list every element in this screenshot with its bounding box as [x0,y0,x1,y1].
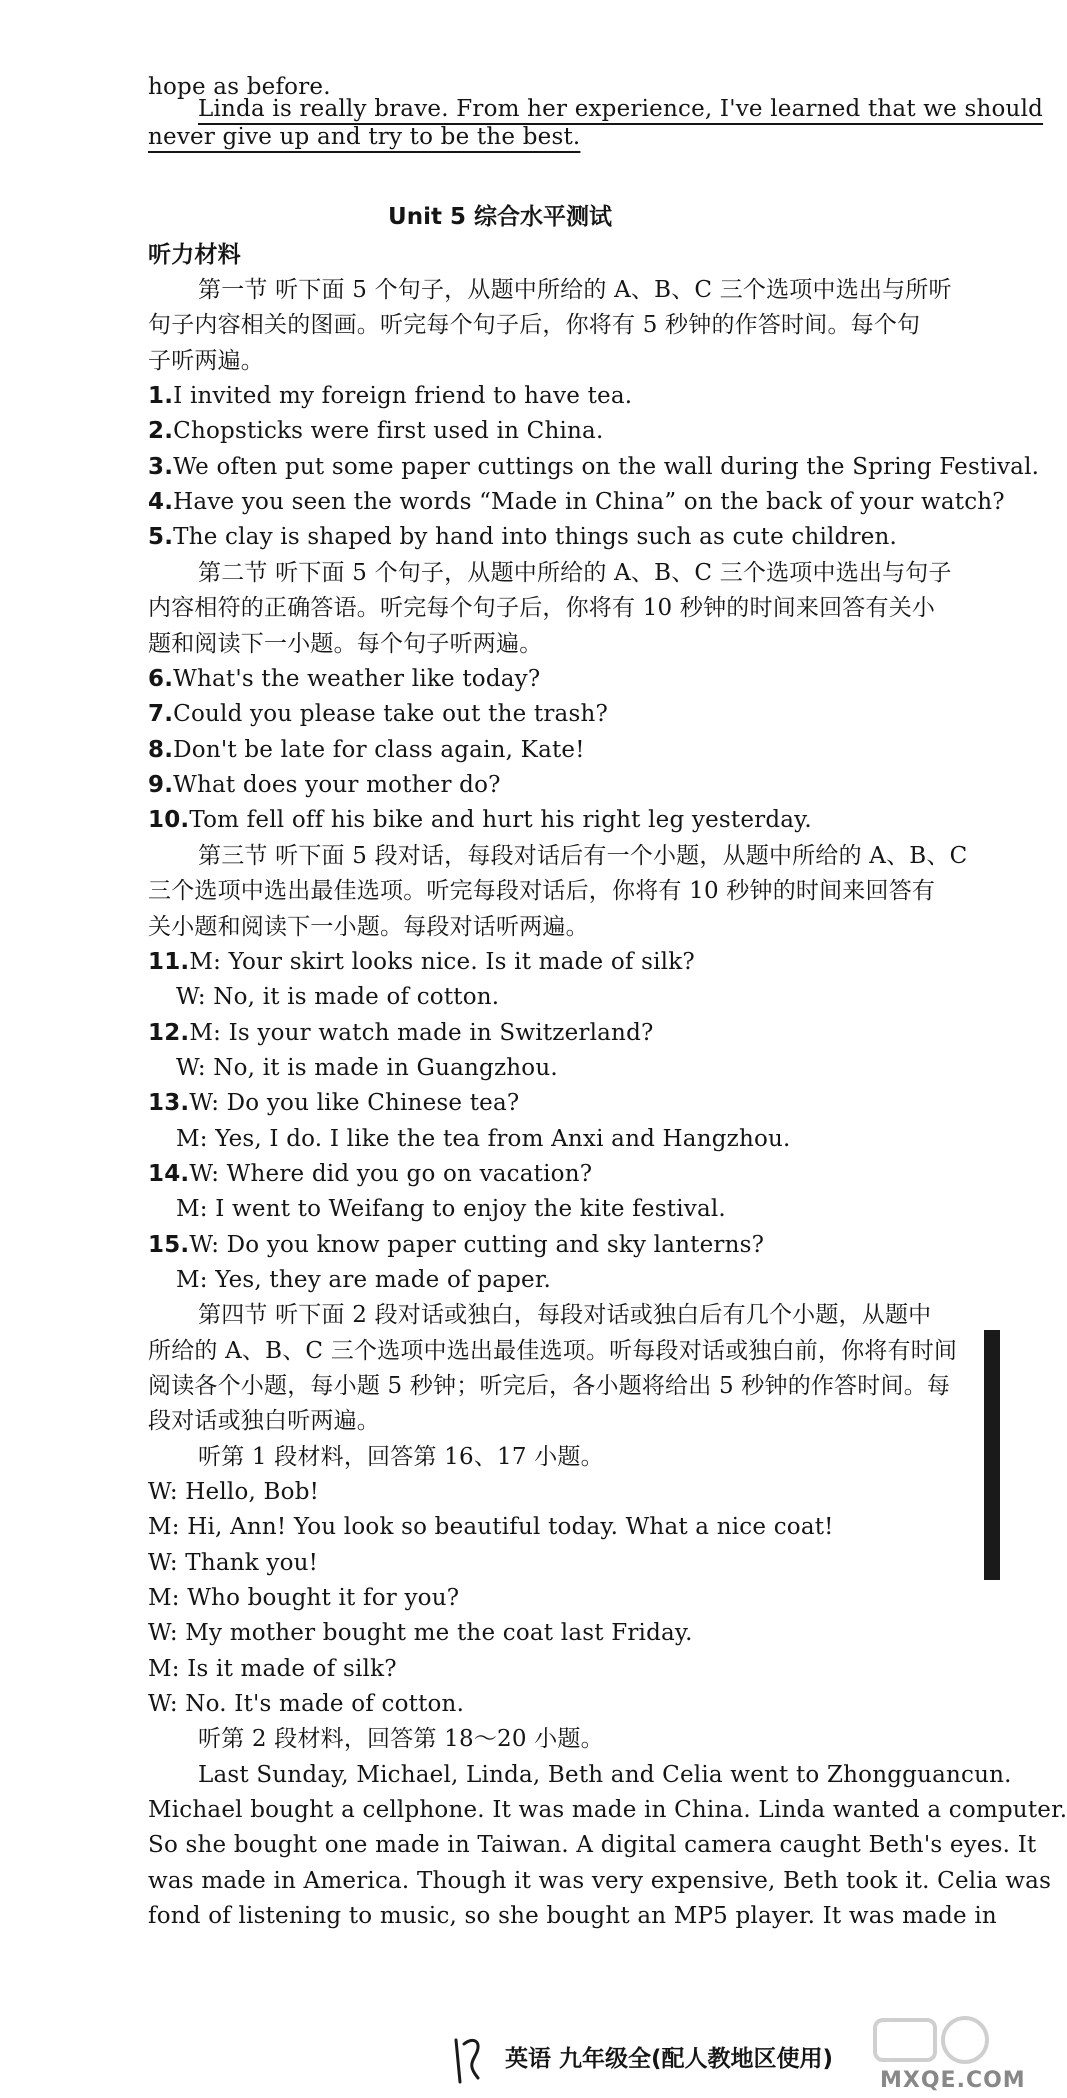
item-text: W: Where did you go on vacation? [189,1161,593,1187]
passage-line: fond of listening to music, so she bought an MP5 player. It was made in [148,1903,997,1929]
item-number: 9. [148,772,174,798]
dialogue-line: W: Thank you! [148,1550,319,1576]
item-text: What's the weather like today? [173,666,541,692]
handwritten-page-number [450,2030,488,2092]
part4-intro-line: 阅读各个小题，每小题 5 秒钟；听完后，各小题将给出 5 秒钟的作答时间。每 [148,1373,951,1399]
list-item [148,379,632,413]
dialogue-question [148,1016,654,1050]
page-edge-tab [984,1330,1000,1580]
intro-line-3: never give up and try to be the best. [148,124,581,150]
item-text: W: Do you like Chinese tea? [189,1090,520,1116]
dialogue-line: W: Hello, Bob! [148,1479,320,1505]
item-text: Have you seen the words “Made in China” on the back of your watch? [173,489,1005,515]
part3-intro-line: 第三节 听下面 5 段对话，每段对话后有一个小题，从题中所给的 A、B、C [198,843,968,869]
item-number: 14. [148,1161,190,1187]
item-text: W: Do you know paper cutting and sky lanterns? [189,1232,765,1258]
item-number: 8. [148,737,174,763]
item-text: M: Your skirt looks nice. Is it made of silk? [189,949,695,975]
item-number: 13. [148,1090,190,1116]
dialogue-line: M: Who bought it for you? [148,1585,460,1611]
dialogue-answer: M: Yes, I do. I like the tea from Anxi and Hangzhou. [176,1126,791,1152]
part4-intro-line: 第四节 听下面 2 段对话或独白，每段对话或独白后有几个小题，从题中 [198,1302,932,1328]
list-item [148,450,1039,484]
dialogue-question [148,1157,592,1191]
item-text: M: Is your watch made in Switzerland? [189,1020,654,1046]
list-item [148,520,897,554]
item-text: What does your mother do? [173,772,501,798]
intro-line-2: Linda is really brave. From her experience, I've learned that we should [198,96,1044,122]
list-item [148,414,603,448]
dialogue-line: W: No. It's made of cotton. [148,1691,465,1717]
part2-intro-line: 题和阅读下一小题。每个句子听两遍。 [148,631,543,657]
dialogue-answer: M: Yes, they are made of paper. [176,1267,552,1293]
list-item [148,485,1005,519]
item-text: Could you please take out the trash? [173,701,609,727]
unit-title: Unit 5 综合水平测试 [388,204,612,230]
part4-intro-line: 所给的 A、B、C 三个选项中选出最佳选项。听每段对话或独白前，你将有时间 [148,1338,958,1364]
part2-intro-line: 第二节 听下面 5 个句子，从题中所给的 A、B、C 三个选项中选出与句子 [198,560,952,586]
item-number: 1. [148,383,174,409]
section-heading: 听力材料 [148,242,241,268]
passage-line: Last Sunday, Michael, Linda, Beth and Celia went to Zhongguancun. [198,1762,1012,1788]
item-text: Chopsticks were first used in China. [173,418,604,444]
list-item [148,662,540,696]
item-number: 10. [148,807,190,833]
item-number: 12. [148,1020,190,1046]
dialogue-question [148,1086,519,1120]
item-text: We often put some paper cuttings on the wall during the Spring Festival. [173,454,1040,480]
list-item [148,803,812,837]
item-text: I invited my foreign friend to have tea. [173,383,633,409]
item-number: 7. [148,701,174,727]
part1-intro-line: 子听两遍。 [148,348,264,374]
part1-intro-line: 第一节 听下面 5 个句子，从题中所给的 A、B、C 三个选项中选出与所听 [198,277,952,303]
passage-line: Michael bought a cellphone. It was made in China. Linda wanted a computer. [148,1797,1067,1823]
dialogue-line: W: My mother bought me the coat last Friday. [148,1620,693,1646]
item-number: 4. [148,489,174,515]
intro-line-1: hope as before. [148,74,331,100]
watermark-text: MXQE.COM [880,2068,1026,2093]
dialogue-answer: M: I went to Weifang to enjoy the kite festival. [176,1196,726,1222]
dialogue-question [148,945,695,979]
list-item [148,697,608,731]
dialogue-question [148,1228,764,1262]
dialogue-answer: W: No, it is made of cotton. [176,984,500,1010]
part3-intro-line: 三个选项中选出最佳选项。听完每段对话后，你将有 10 秒钟的时间来回答有 [148,878,936,904]
item-number: 2. [148,418,174,444]
item-text: Tom fell off his bike and hurt his right leg yesterday. [189,807,812,833]
item-number: 11. [148,949,190,975]
part1-intro-line: 句子内容相关的图画。听完每个句子后，你将有 5 秒钟的作答时间。每个句 [148,312,921,338]
item-number: 5. [148,524,174,550]
item-number: 3. [148,454,174,480]
dialogue-answer: W: No, it is made in Guangzhou. [176,1055,558,1081]
item-text: The clay is shaped by hand into things such as cute children. [173,524,898,550]
material-1-label: 听第 1 段材料，回答第 16、17 小题。 [198,1444,604,1470]
part4-intro-line: 段对话或独白听两遍。 [148,1408,380,1434]
item-text: Don't be late for class again, Kate! [173,737,585,763]
list-item [148,733,585,767]
part3-intro-line: 关小题和阅读下一小题。每段对话听两遍。 [148,914,589,940]
material-2-label: 听第 2 段材料，回答第 18～20 小题。 [198,1726,604,1752]
dialogue-line: M: Hi, Ann! You look so beautiful today. What a nice coat! [148,1514,834,1540]
passage-line: was made in America. Though it was very expensive, Beth took it. Celia was [148,1868,1052,1894]
list-item [148,768,501,802]
item-number: 6. [148,666,174,692]
dialogue-line: M: Is it made of silk? [148,1656,397,1682]
item-number: 15. [148,1232,190,1258]
footer-text: 英语 九年级全(配人教地区使用) [505,2046,834,2072]
passage-line: So she bought one made in Taiwan. A digital camera caught Beth's eyes. It [148,1832,1037,1858]
part2-intro-line: 内容相符的正确答语。听完每个句子后，你将有 10 秒钟的时间来回答有关小 [148,595,936,621]
